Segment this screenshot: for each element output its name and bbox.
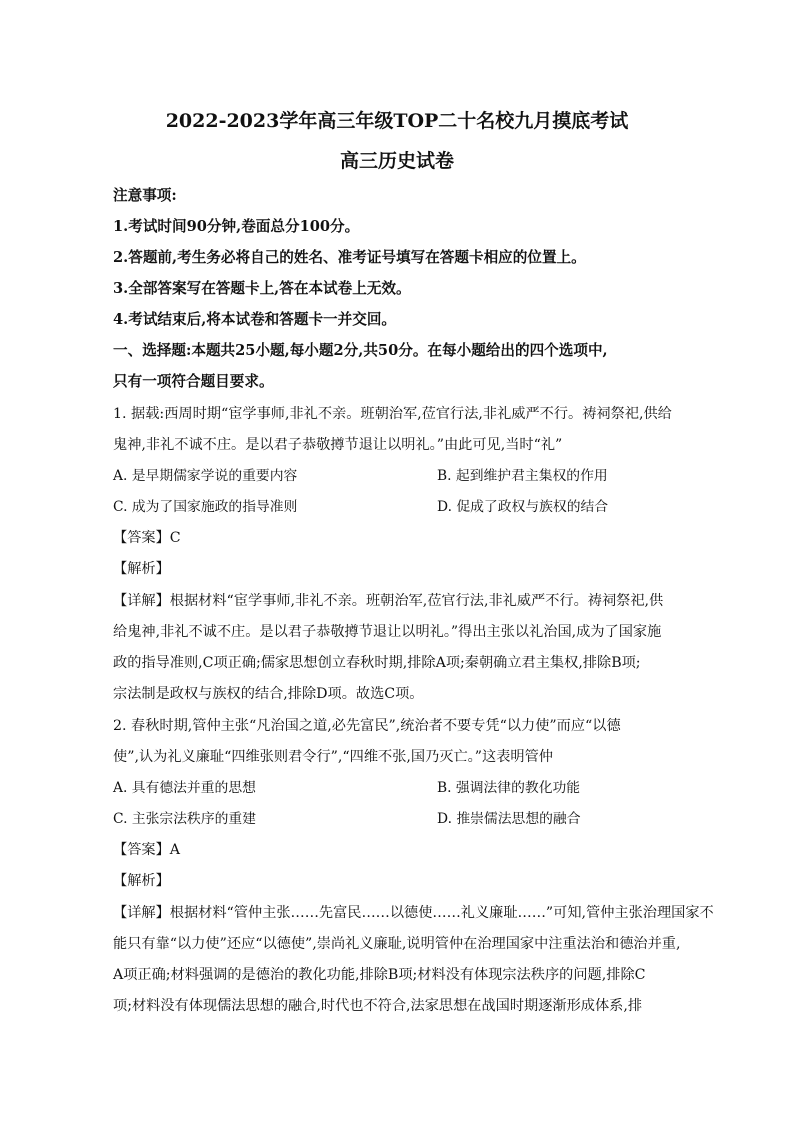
q2-option-a: A. 具有德法并重的思想 xyxy=(113,780,256,796)
q2-detail-line: A项正确;材料强调的是德治的教化功能,排除B项;材料没有体现宗法秩序的问题,排除C xyxy=(113,967,646,983)
q2-option-c: C. 主张宗法秩序的重建 xyxy=(113,811,257,827)
q2-option-d: D. 推崇儒法思想的融合 xyxy=(437,811,581,827)
section-heading-line2: 只有一项符合题目要求。 xyxy=(113,373,274,390)
q1-option-d: D. 促成了政权与族权的结合 xyxy=(437,499,609,515)
q2-stem-line: 2. 春秋时期,管仲主张“凡治国之道,必先富民”,统治者不要专凭“以力使”而应“以德 xyxy=(113,718,621,734)
q2-analysis-label: 【解析】 xyxy=(113,873,170,889)
q1-stem-line: 1. 据载:西周时期“宦学事师,非礼不亲。班朝治军,莅官行法,非礼威严不行。祷祠祭祀,供给 xyxy=(113,406,672,422)
q1-answer: 【答案】C xyxy=(113,530,181,546)
q2-detail-line: 【详解】根据材料“管仲主张……先富民……以德使……礼义廉耻……”可知,管仲主张治理国家不 xyxy=(113,905,714,921)
q1-detail-line: 给鬼神,非礼不诚不庄。是以君子恭敬撙节退让以明礼。”得出主张以礼治国,成为了国家施 xyxy=(113,624,662,640)
q2-detail-line: 项;材料没有体现儒法思想的融合,时代也不符合,法家思想在战国时期逐渐形成体系,排 xyxy=(113,998,643,1014)
notice-item: 4.考试结束后,将本试卷和答题卡一并交回。 xyxy=(113,311,397,328)
q2-stem-line: 使”,认为礼义廉耻“四维张则君令行”,“四维不张,国乃灭亡。”这表明管仲 xyxy=(113,749,553,765)
exam-title: 2022-2023学年高三年级TOP二十名校九月摸底考试 xyxy=(165,110,629,132)
q1-option-a: A. 是早期儒家学说的重要内容 xyxy=(113,468,298,484)
section-heading-line1: 一、选择题:本题共25小题,每小题2分,共50分。在每小题给出的四个选项中, xyxy=(113,342,608,359)
notice-item: 2.答题前,考生务必将自己的姓名、准考证号填写在答题卡相应的位置上。 xyxy=(113,249,586,266)
notice-heading: 注意事项: xyxy=(113,187,177,204)
q1-option-b: B. 起到维护君主集权的作用 xyxy=(437,468,608,484)
q1-detail-line: 【详解】根据材料“宦学事师,非礼不亲。班朝治军,莅官行法,非礼威严不行。祷祠祭祀,供 xyxy=(113,593,664,609)
q2-answer: 【答案】A xyxy=(113,842,180,858)
q2-option-b: B. 强调法律的教化功能 xyxy=(437,780,581,796)
notice-item: 1.考试时间90分钟,卷面总分100分。 xyxy=(113,218,360,235)
q1-option-c: C. 成为了国家施政的指导准则 xyxy=(113,499,298,515)
notice-item: 3.全部答案写在答题卡上,答在本试卷上无效。 xyxy=(113,280,411,297)
q1-analysis-label: 【解析】 xyxy=(113,561,170,577)
q1-detail-line: 政的指导准则,C项正确;儒家思想创立春秋时期,排除A项;秦朝确立君主集权,排除B项; xyxy=(113,655,641,671)
q2-detail-line: 能只有靠“以力使”还应“以德使”,崇尚礼义廉耻,说明管仲在治理国家中注重法治和德治并重, xyxy=(113,936,681,952)
exam-subtitle: 高三历史试卷 xyxy=(339,150,454,172)
q1-stem-line: 鬼神,非礼不诚不庄。是以君子恭敬撙节退让以明礼。”由此可见,当时“礼” xyxy=(113,437,563,453)
q1-detail-line: 宗法制是政权与族权的结合,排除D项。故选C项。 xyxy=(113,686,424,702)
